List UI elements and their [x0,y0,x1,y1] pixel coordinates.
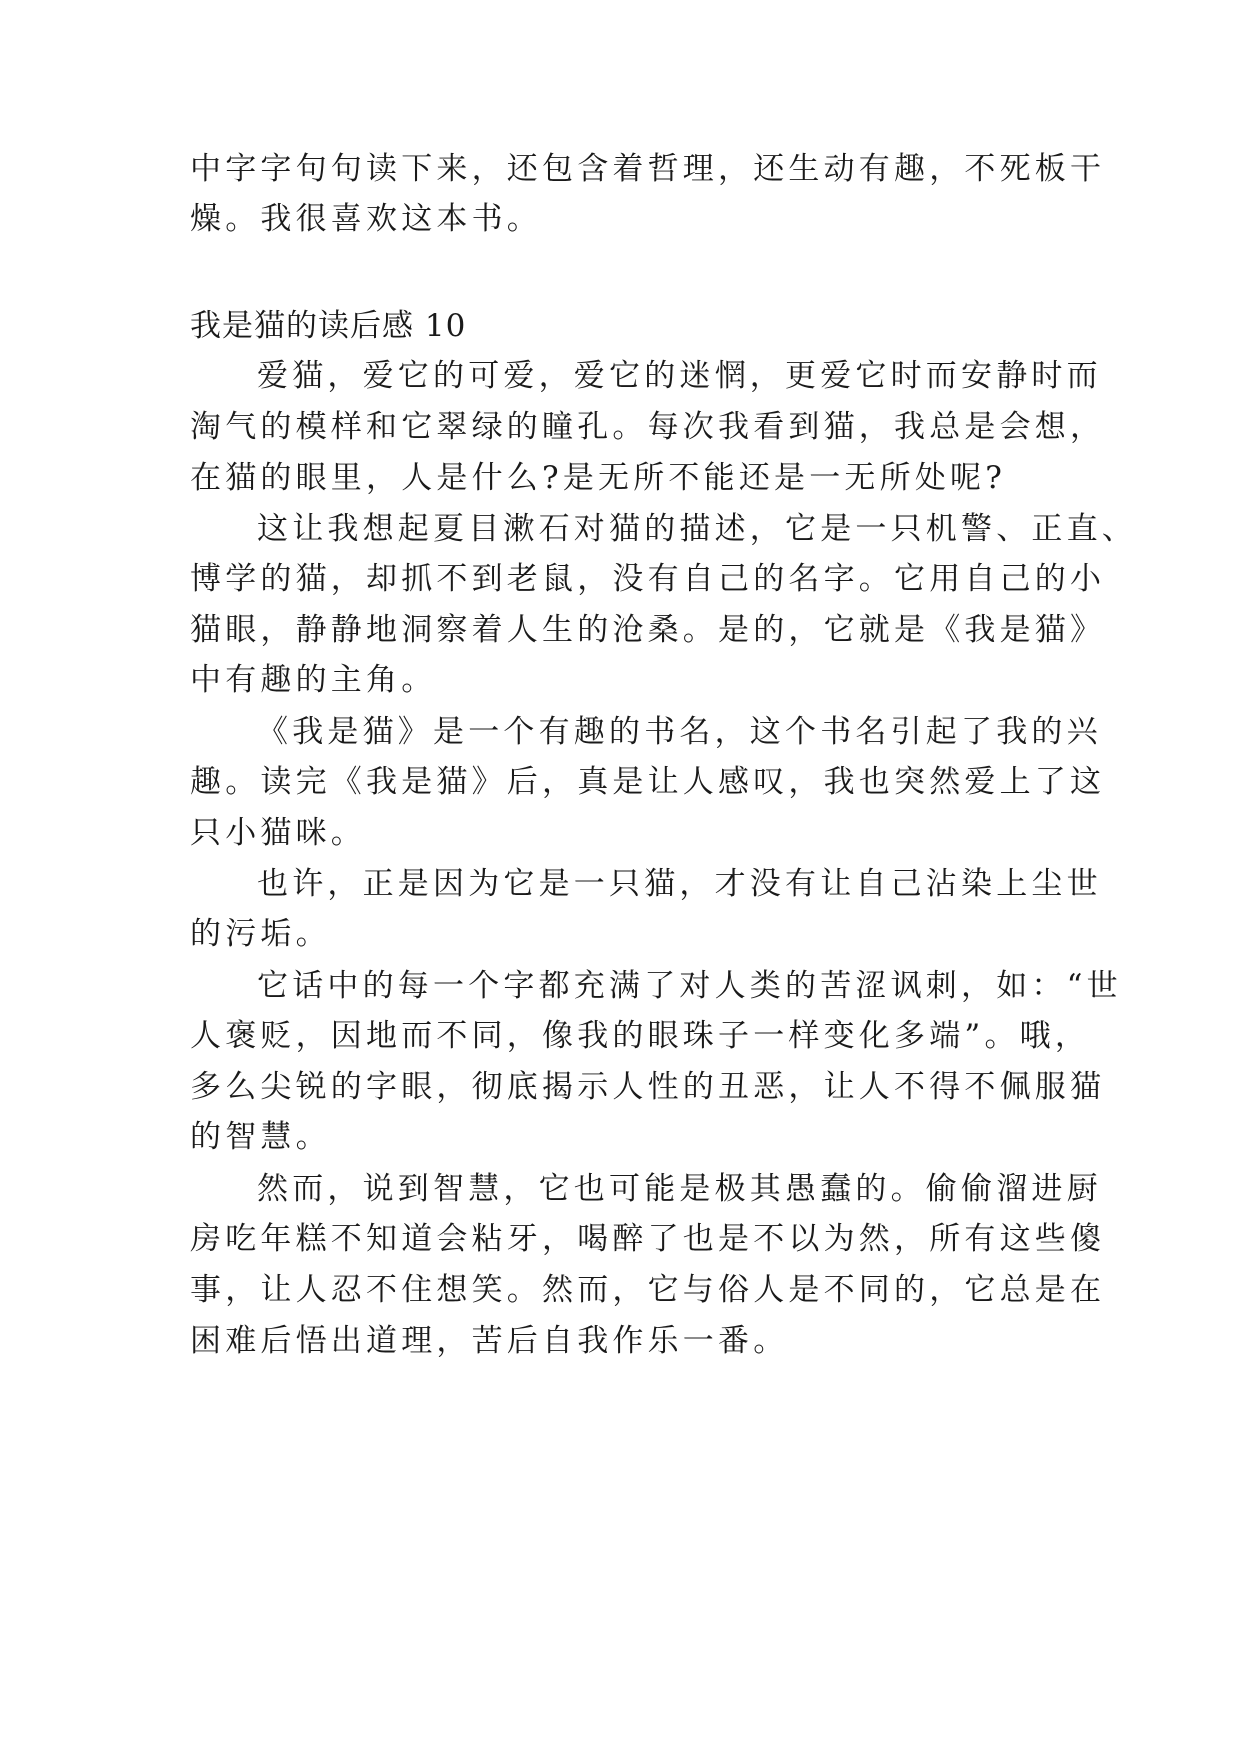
text-line: 人褒贬，因地而不同，像我的眼珠子一样变化多端”。哦， [190,1018,1091,1054]
text-line: 然而，说到智慧，它也可能是极其愚蠢的。偷偷溜进厨 [257,1171,1102,1207]
text-line: 的污垢。 [190,916,331,952]
text-line: 多么尖锐的字眼，彻底揭示人性的丑恶，让人不得不佩服猫 [190,1069,1106,1105]
text-line: 爱猫，爱它的可爱，爱它的迷惘，更爱它时而安静时而 [257,358,1102,394]
text-line: 也许，正是因为它是一只猫，才没有让自己沾染上尘世 [257,866,1102,902]
text-line: 中字字句句读下来，还包含着哲理，还生动有趣，不死板干 [190,151,1106,187]
text-line: 困难后悟出道理，苦后自我作乐一番。 [190,1323,789,1359]
text-line: 猫眼，静静地洞察着人生的沧桑。是的，它就是《我是猫》 [190,612,1106,648]
text-line: 这让我想起夏目漱石对猫的描述，它是一只机警、正直、 [257,511,1137,547]
text-line: 的智慧。 [190,1119,331,1155]
text-line: 燥。我很喜欢这本书。 [190,201,542,237]
text-line: 《我是猫》是一个有趣的书名，这个书名引起了我的兴 [257,714,1102,750]
text-line: 事，让人忍不住想笑。然而，它与俗人是不同的，它总是在 [190,1272,1106,1308]
text-line: 房吃年糕不知道会粘牙，喝醉了也是不以为然，所有这些傻 [190,1221,1106,1257]
text-line: 它话中的每一个字都充满了对人类的苦涩讽刺，如：“世 [257,968,1122,1004]
text-line: 博学的猫，却抓不到老鼠，没有自己的名字。它用自己的小 [190,561,1106,597]
text-line: 只小猫咪。 [190,815,366,851]
text-line: 趣。读完《我是猫》后，真是让人感叹，我也突然爱上了这 [190,764,1106,800]
text-line: 淘气的模样和它翠绿的瞳孔。每次我看到猫，我总是会想， [190,409,1106,445]
text-line: 在猫的眼里，人是什么?是无所不能还是一无所处呢? [190,460,1007,496]
section-heading: 我是猫的读后感 10 [190,308,467,344]
text-line: 中有趣的主角。 [190,662,437,698]
